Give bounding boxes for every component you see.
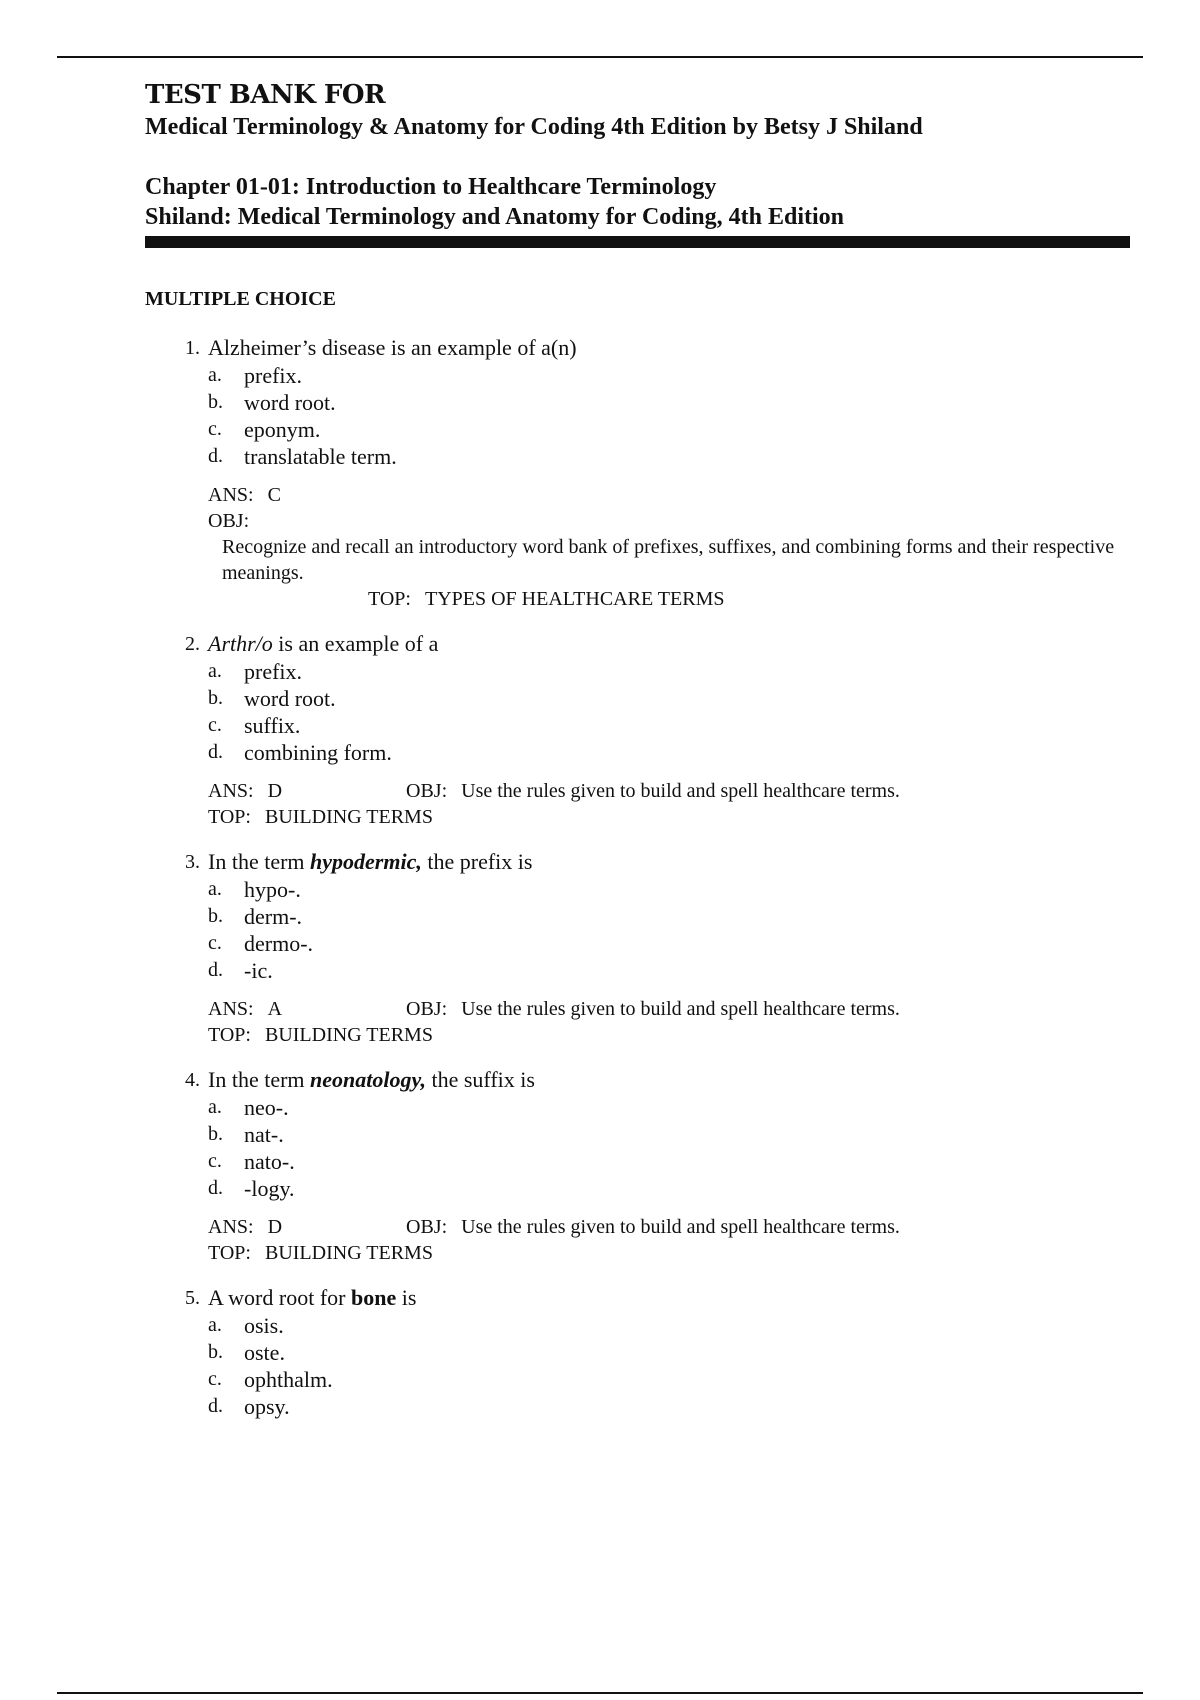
obj-value: Use the rules given to build and spell healthcare terms.	[461, 1216, 900, 1238]
choice-text: -logy.	[244, 1176, 295, 1201]
choice-letter: b.	[208, 1123, 223, 1145]
choice-item	[208, 1393, 1135, 1420]
obj-value: Use the rules given to build and spell healthcare terms.	[461, 998, 900, 1020]
topic-row	[208, 1022, 1135, 1048]
stem-emphasis: neonatology,	[310, 1067, 426, 1092]
choice-text: dermo-.	[244, 931, 314, 956]
choice-text: hypo-.	[244, 877, 301, 902]
chapter-block	[145, 172, 1135, 232]
ans-cell	[208, 778, 406, 804]
choice-text: prefix.	[244, 363, 303, 388]
choice-text: ophthalm.	[244, 1367, 333, 1392]
book-title: Shiland: Medical Terminology and Anatomy for Coding, 4th Edition	[145, 204, 845, 230]
ans-label: ANS:	[208, 998, 254, 1020]
choice-item	[208, 903, 1135, 930]
book-subtitle: Medical Terminology & Anatomy for Coding 4th Edition by Betsy J Shiland	[145, 114, 923, 140]
choice-item	[208, 389, 1135, 416]
ans-cell	[208, 996, 406, 1022]
choice-text: suffix.	[244, 713, 301, 738]
objective-row	[208, 508, 1128, 612]
stem-text: the prefix is	[421, 849, 533, 874]
question-4	[145, 1066, 1135, 1266]
question-text	[208, 334, 1135, 362]
choice-item	[208, 416, 1135, 443]
choice-list	[208, 1312, 1135, 1420]
choice-text: prefix.	[244, 659, 303, 684]
brand-title: TEST BANK FOR	[145, 80, 386, 110]
chapter-title: Chapter 01-01: Introduction to Healthcare Terminology	[145, 174, 717, 200]
choice-item	[208, 1121, 1135, 1148]
choice-text: word root.	[244, 390, 336, 415]
top-value: TYPES OF HEALTHCARE TERMS	[424, 588, 725, 610]
choice-text: opsy.	[244, 1394, 290, 1419]
choice-item	[208, 362, 1135, 389]
question-5	[145, 1284, 1135, 1420]
top-label: TOP:	[208, 1242, 251, 1264]
choice-letter: c.	[208, 932, 222, 954]
ans-cell	[208, 1214, 406, 1240]
choice-text: nato-.	[244, 1149, 295, 1174]
choice-list	[208, 876, 1135, 984]
stem-text: is	[396, 1285, 417, 1310]
obj-label: OBJ:	[406, 998, 448, 1020]
ans-label: ANS:	[208, 780, 254, 802]
ans-value: C	[267, 484, 281, 506]
choice-item	[208, 739, 1135, 766]
choice-list	[208, 362, 1135, 470]
choice-letter: c.	[208, 1150, 222, 1172]
stem-text: In the term	[208, 1067, 311, 1092]
choice-item	[208, 1366, 1135, 1393]
choice-letter: a.	[208, 364, 222, 386]
top-value: BUILDING TERMS	[264, 806, 433, 828]
choice-item	[208, 1312, 1135, 1339]
obj-label: OBJ:	[208, 510, 250, 532]
choice-letter: d.	[208, 741, 223, 763]
document-header	[145, 78, 1135, 248]
question-number: 2.	[185, 633, 200, 655]
choice-text: word root.	[244, 686, 336, 711]
question-text	[208, 1284, 1135, 1312]
ans-value: D	[267, 1216, 283, 1238]
objective-cell	[406, 778, 900, 804]
question-text	[208, 630, 1135, 658]
stem-text: the suffix is	[425, 1067, 535, 1092]
answer-metadata	[208, 1214, 1135, 1266]
choice-text: nat-.	[244, 1122, 284, 1147]
choice-item	[208, 1175, 1135, 1202]
bottom-rule	[57, 1692, 1143, 1694]
question-stem	[145, 1066, 1135, 1094]
stem-text: In the term	[208, 849, 311, 874]
obj-value: Recognize and recall an introductory word bank of prefixes, suffixes, and combining forms and their respective meanings.	[222, 536, 1115, 584]
top-value: BUILDING TERMS	[264, 1242, 433, 1264]
question-number: 5.	[185, 1287, 200, 1309]
choice-item	[208, 876, 1135, 903]
answer-row	[208, 482, 1135, 508]
choice-letter: d.	[208, 1177, 223, 1199]
question-1	[145, 334, 1135, 612]
stem-text: Alzheimer’s disease is an example of a(n)	[208, 335, 577, 360]
choice-letter: b.	[208, 1341, 223, 1363]
choice-letter: d.	[208, 959, 223, 981]
answer-row	[208, 1214, 1135, 1240]
top-rule	[57, 56, 1143, 58]
choice-letter: c.	[208, 1368, 222, 1390]
document-page	[145, 78, 1135, 1438]
question-stem	[145, 334, 1135, 362]
choice-letter: d.	[208, 445, 223, 467]
stem-emphasis: Arthr/o	[208, 631, 273, 656]
choice-item	[208, 712, 1135, 739]
answer-metadata	[208, 996, 1135, 1048]
objective-cell	[406, 1214, 900, 1240]
stem-text: is an example of a	[272, 631, 439, 656]
choice-item	[208, 1148, 1135, 1175]
obj-value: Use the rules given to build and spell healthcare terms.	[461, 780, 900, 802]
top-label: TOP:	[208, 806, 251, 828]
choice-item	[208, 685, 1135, 712]
section-heading: MULTIPLE CHOICE	[145, 288, 336, 310]
choice-item	[208, 1339, 1135, 1366]
question-stem	[145, 848, 1135, 876]
choice-letter: b.	[208, 905, 223, 927]
choice-letter: b.	[208, 391, 223, 413]
choice-text: eponym.	[244, 417, 321, 442]
top-label: TOP:	[368, 588, 411, 610]
question-number: 4.	[185, 1069, 200, 1091]
stem-emphasis: hypodermic,	[310, 849, 422, 874]
choice-item	[208, 957, 1135, 984]
choice-letter: b.	[208, 687, 223, 709]
choice-item	[208, 930, 1135, 957]
question-number: 1.	[185, 337, 200, 359]
choice-letter: a.	[208, 660, 222, 682]
ans-label: ANS:	[208, 484, 254, 506]
answer-metadata	[208, 482, 1135, 612]
top-value: BUILDING TERMS	[264, 1024, 433, 1046]
question-stem	[145, 630, 1135, 658]
choice-letter: a.	[208, 878, 222, 900]
choice-letter: c.	[208, 418, 222, 440]
choice-item	[208, 658, 1135, 685]
question-stem	[145, 1284, 1135, 1312]
question-3	[145, 848, 1135, 1048]
topic-inline	[368, 588, 724, 610]
question-2	[145, 630, 1135, 830]
choice-text: neo-.	[244, 1095, 289, 1120]
topic-row	[208, 804, 1135, 830]
choice-item	[208, 1094, 1135, 1121]
choice-letter: a.	[208, 1314, 222, 1336]
obj-label: OBJ:	[406, 1216, 448, 1238]
header-divider	[145, 236, 1130, 248]
answer-row	[208, 778, 1135, 804]
top-label: TOP:	[208, 1024, 251, 1046]
choice-list	[208, 658, 1135, 766]
ans-value: A	[267, 998, 283, 1020]
choice-letter: d.	[208, 1395, 223, 1417]
objective-cell	[406, 996, 900, 1022]
question-list	[145, 334, 1135, 1420]
choice-list	[208, 1094, 1135, 1202]
choice-item	[208, 443, 1135, 470]
choice-text: translatable term.	[244, 444, 397, 469]
answer-row	[208, 996, 1135, 1022]
choice-letter: a.	[208, 1096, 222, 1118]
choice-text: oste.	[244, 1340, 285, 1365]
stem-strong: bone	[350, 1285, 397, 1310]
ans-value: D	[267, 780, 283, 802]
choice-letter: c.	[208, 714, 222, 736]
choice-text: -ic.	[244, 958, 273, 983]
topic-row	[208, 1240, 1135, 1266]
stem-text: A word root for	[208, 1285, 351, 1310]
answer-metadata	[208, 778, 1135, 830]
choice-text: osis.	[244, 1313, 284, 1338]
choice-text: derm-.	[244, 904, 303, 929]
question-number: 3.	[185, 851, 200, 873]
ans-label: ANS:	[208, 1216, 254, 1238]
question-text	[208, 848, 1135, 876]
question-text	[208, 1066, 1135, 1094]
choice-text: combining form.	[244, 740, 392, 765]
obj-label: OBJ:	[406, 780, 448, 802]
